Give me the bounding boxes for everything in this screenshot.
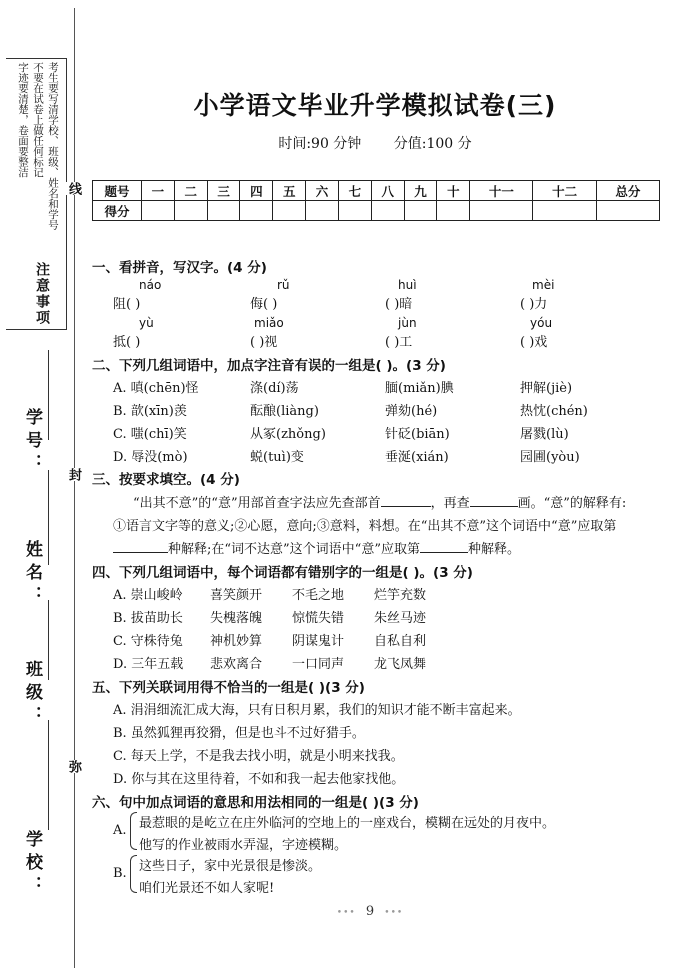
q3-text: “出其不意”的“意”用部首查字法应先查部首 [133,496,381,511]
q2-option: C. 嗤(chī)笑 [113,427,187,442]
class-line [48,600,49,680]
score-table-cell: 四 [240,181,273,201]
score-table-cell: 一 [142,181,175,201]
q3-line-3 [113,538,520,557]
score-table-score-row [93,201,660,221]
seal-mi: 弥 [66,760,81,773]
q1-heading: 一、看拼音，写汉字。(4 分) [92,260,267,276]
student-id-label: 学号： [22,408,42,477]
q4-option: 烂竽充数 [374,588,427,603]
score-input-cell[interactable] [174,201,207,221]
school-line [48,720,49,830]
q6-sentence: 最惹眼的是屹立在庄外临河的空地上的一座戏台，模糊在远处的月夜中。 [139,816,556,831]
q1-item[interactable]: ( )力 [520,297,548,312]
q2-option: B. 歆(xīn)羡 [113,404,187,419]
brace [130,812,137,850]
page-number-text: 9 [365,904,375,919]
score-table [92,180,660,221]
q3-line-2: ①语言文字等的意义;②心愿，意向;③意料，料想。在“出其不意”这个词语中“意”应取第 [113,519,617,534]
pinyin: miǎo [254,316,284,330]
q5-heading: 五、下列关联词用得不恰当的一组是( )(3 分) [92,680,365,696]
q3-text: 种解释;在“词不达意”这个词语中“意”应取第 [168,542,420,557]
q4-option: B. 拔苗助长 [113,611,183,626]
pinyin: mèi [532,278,555,292]
answer-blank[interactable] [381,494,431,507]
score-info: 分值:100 分 [393,136,472,152]
q4-option: 一口同声 [292,657,345,672]
q5-option: C. 每天上学，不是我去找小明，就是小明来找我。 [113,749,404,764]
pinyin: yóu [530,316,553,330]
q1-item[interactable]: 阻( ) [113,297,141,312]
student-id-line [48,350,49,440]
dots-right: ••• [384,908,404,918]
q6-option-b-label: B. [113,866,127,881]
seal-feng: 封 [66,468,81,481]
q2-option: 针砭(biān) [385,427,450,442]
score-table-cell: 五 [273,181,306,201]
q4-option: C. 守株待兔 [113,634,183,649]
name-line [48,470,49,565]
q4-option: 阴谋鬼计 [292,634,345,649]
q3-text: ，再查 [430,496,470,511]
q6-sentence: 这些日子，家中光景很是惨淡。 [139,859,322,874]
q1-item[interactable]: 侮( ) [250,297,278,312]
score-input-cell[interactable] [142,201,175,221]
score-table-cell: 总分 [596,181,659,201]
q4-option: 龙飞凤舞 [374,657,427,672]
q2-option: 腼(miǎn)腆 [385,381,454,396]
q6-sentence: 他写的作业被雨水弄湿，字迹模糊。 [139,838,348,853]
score-input-cell[interactable] [240,201,273,221]
score-input-cell[interactable] [470,201,533,221]
score-table-cell: 得分 [93,201,142,221]
q6-heading: 六、句中加点词语的意思和用法相同的一组是( )(3 分) [92,795,419,811]
score-input-cell[interactable] [533,201,596,221]
score-table-cell: 十二 [533,181,596,201]
q1-item[interactable]: ( )暗 [385,297,413,312]
brace [130,855,137,893]
score-input-cell[interactable] [596,201,659,221]
pinyin: jùn [398,316,417,330]
q4-option: 失槐落魄 [210,611,263,626]
q3-heading: 三、按要求填空。(4 分) [92,472,240,488]
score-table-cell: 题号 [93,181,142,201]
q4-option: 神机妙算 [210,634,263,649]
score-table-cell: 六 [306,181,339,201]
score-table-cell: 十一 [470,181,533,201]
q5-option: A. 涓涓细流汇成大海，只有日积月累，我们的知识才能不断丰富起来。 [113,703,521,718]
score-table-cell: 三 [207,181,240,201]
q1-item[interactable]: 抵( ) [113,335,141,350]
q5-option: B. 虽然狐狸再狡猾，但是也斗不过好猎手。 [113,726,365,741]
q4-option: 朱丝马迹 [374,611,427,626]
q4-option: D. 三年五载 [113,657,184,672]
score-table-cell: 二 [174,181,207,201]
score-input-cell[interactable] [404,201,437,221]
q4-option: 自私自利 [374,634,427,649]
q3-text: 种解释。 [467,542,520,557]
q4-option: 喜笑颜开 [210,588,263,603]
name-label: 姓名： [22,540,42,609]
pinyin: huì [398,278,417,292]
page-number [330,904,410,919]
q1-item[interactable]: ( )工 [385,335,413,350]
score-input-cell[interactable] [371,201,404,221]
q2-heading: 二、下列几组词语中，加点字注音有误的一组是( )。(3 分) [92,358,446,374]
q2-option: 酝酿(liàng) [250,404,319,419]
q2-option: 弹劾(hé) [385,404,438,419]
q2-option: 热忱(chén) [520,404,588,419]
binding-line [74,8,75,968]
time-info: 时间:90 分钟 [278,136,362,152]
q5-option: D. 你与其在这里待着，不如和我一起去他家找他。 [113,772,405,787]
exam-info [80,133,670,153]
q2-option: 押解(jiè) [520,381,573,396]
dots-left: ••• [336,908,356,918]
notice-line-2: 不要在试卷上做任何标记 [32,62,44,178]
q2-option: 垂涎(xián) [385,450,449,465]
q4-option: 不毛之地 [292,588,345,603]
score-table-cell: 八 [371,181,404,201]
score-table-cell: 七 [338,181,371,201]
notice-title: 注意事项 [34,262,50,326]
notice-line-1: 考生要写清学校、班级、姓名和学号 [47,62,59,230]
q3-text: 画。“意”的解释有: [517,496,627,511]
q4-option: 悲欢离合 [210,657,263,672]
answer-blank[interactable] [113,540,168,553]
q1-item[interactable]: ( )视 [250,335,278,350]
seal-xian: 线 [66,182,81,195]
pinyin: yù [139,316,154,330]
score-input-cell[interactable] [437,201,470,221]
school-label: 学校： [22,830,42,899]
score-input-cell[interactable] [338,201,371,221]
q2-option: 从冢(zhǒng) [250,427,326,442]
pinyin: rǔ [277,278,290,292]
score-input-cell[interactable] [306,201,339,221]
q1-item[interactable]: ( )戏 [520,335,548,350]
q2-option: D. 辱没(mò) [113,450,188,465]
answer-blank[interactable] [420,540,468,553]
q4-option: A. 崇山峻岭 [113,588,183,603]
q4-heading: 四、下列几组词语中，每个词语都有错别字的一组是( )。(3 分) [92,565,473,581]
score-table-cell: 十 [437,181,470,201]
q4-option: 惊慌失错 [292,611,345,626]
score-input-cell[interactable] [207,201,240,221]
answer-blank[interactable] [470,494,518,507]
q2-option: 园圃(yòu) [520,450,580,465]
q6-option-a-label: A. [113,823,127,838]
q6-sentence: 咱们光景还不如人家呢! [139,881,275,896]
notice-line-3: 字迹要清楚，卷面要整洁 [17,62,29,178]
q3-line-1 [133,492,626,511]
score-table-cell: 九 [404,181,437,201]
q2-option: A. 嗔(chēn)怪 [113,381,199,396]
pinyin: náo [139,278,162,292]
class-label: 班级： [22,660,42,729]
q2-option: 蜕(tuì)变 [250,450,304,465]
page-title: 小学语文毕业升学模拟试卷(三) [193,91,557,120]
score-table-header-row [93,181,660,201]
q2-option: 屠戮(lù) [520,427,569,442]
q2-option: 涤(dí)荡 [250,381,299,396]
score-input-cell[interactable] [273,201,306,221]
